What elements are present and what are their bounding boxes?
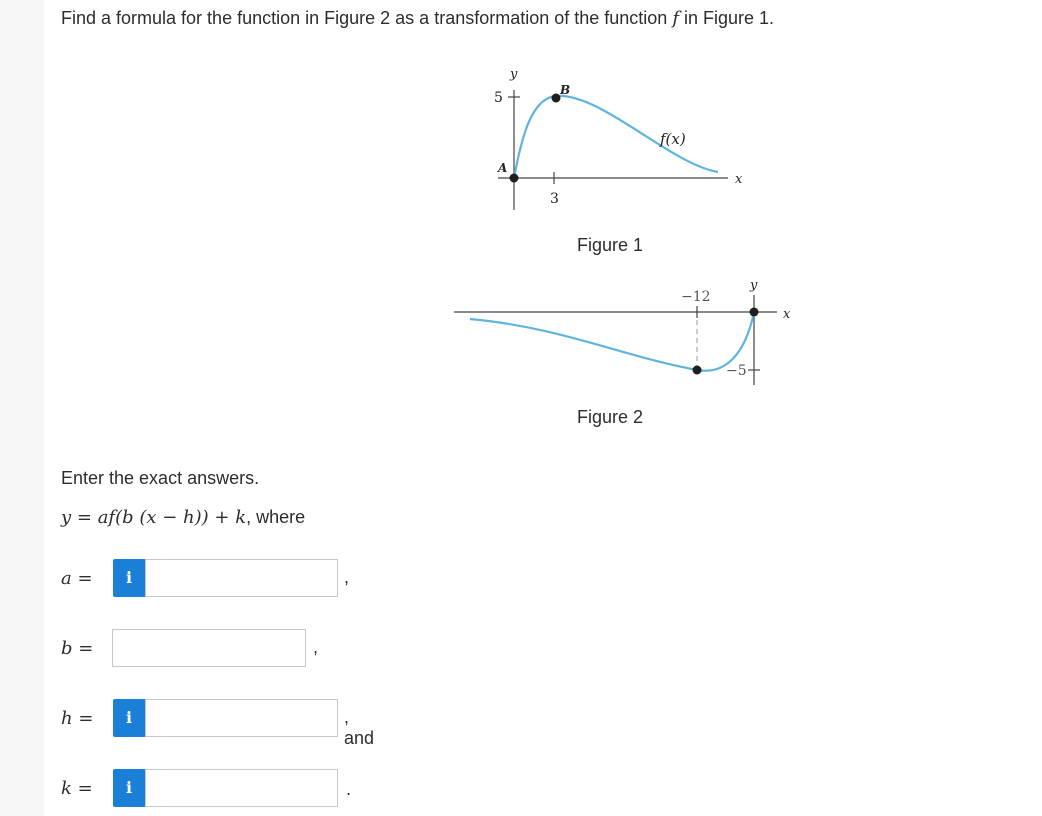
info-icon: i <box>125 778 133 797</box>
fig2-tick-x-label: −12 <box>681 289 711 305</box>
info-icon: i <box>125 568 133 587</box>
input-h[interactable] <box>145 699 338 737</box>
fig1-tick-y-label: 5 <box>494 90 503 106</box>
left-margin <box>0 0 44 816</box>
instructions-text: Enter the exact answers. <box>61 468 260 488</box>
fig1-x-label: x <box>735 172 743 187</box>
figure-1-caption: Figure 1 <box>577 235 644 255</box>
figure-2-caption: Figure 2 <box>577 407 644 427</box>
label-h: h = <box>61 708 94 729</box>
fig2-y-intercept-point <box>750 308 759 317</box>
input-a[interactable] <box>145 559 338 597</box>
fig1-label-a: A <box>498 161 508 175</box>
question-part-2: in Figure 1. <box>679 8 775 28</box>
fig1-y-label: y <box>510 67 518 82</box>
fig2-x-label: x <box>783 307 791 322</box>
info-button-k[interactable] <box>113 769 145 807</box>
info-button-h[interactable] <box>113 699 145 737</box>
figure-1-graph <box>470 60 770 220</box>
suffix-k: . <box>346 779 352 799</box>
fig2-curve <box>470 312 754 371</box>
suffix-b: , <box>313 637 319 657</box>
question-text <box>61 8 774 29</box>
suffix-a: , <box>344 567 350 587</box>
question-function-name: f <box>672 8 679 29</box>
formula-expression: y = af(b (x − h)) + k <box>61 507 247 528</box>
fig2-tick-y-label: −5 <box>726 363 747 379</box>
info-icon: i <box>125 708 133 727</box>
info-button-a[interactable] <box>113 559 145 597</box>
label-a: a = <box>61 568 93 589</box>
input-b[interactable] <box>112 629 306 667</box>
figure-2-graph <box>450 275 810 385</box>
fig1-curve <box>514 96 718 178</box>
question-part-1: Find a formula for the function in Figure 2 as a transformation of the function <box>61 8 673 28</box>
formula-tail: , where <box>246 507 306 527</box>
fig1-point-a <box>510 174 519 183</box>
suffix-h: , and <box>344 707 375 748</box>
fig2-y-label: y <box>750 278 758 293</box>
fig2-min-point <box>693 366 702 375</box>
fig1-curve-label: f(x) <box>660 130 686 148</box>
fig1-tick-x-label: 3 <box>550 191 559 207</box>
formula-line <box>61 507 305 528</box>
input-k[interactable] <box>145 769 338 807</box>
label-k: k = <box>61 778 93 799</box>
label-b: b = <box>61 638 94 659</box>
fig1-label-b: B <box>560 83 571 97</box>
